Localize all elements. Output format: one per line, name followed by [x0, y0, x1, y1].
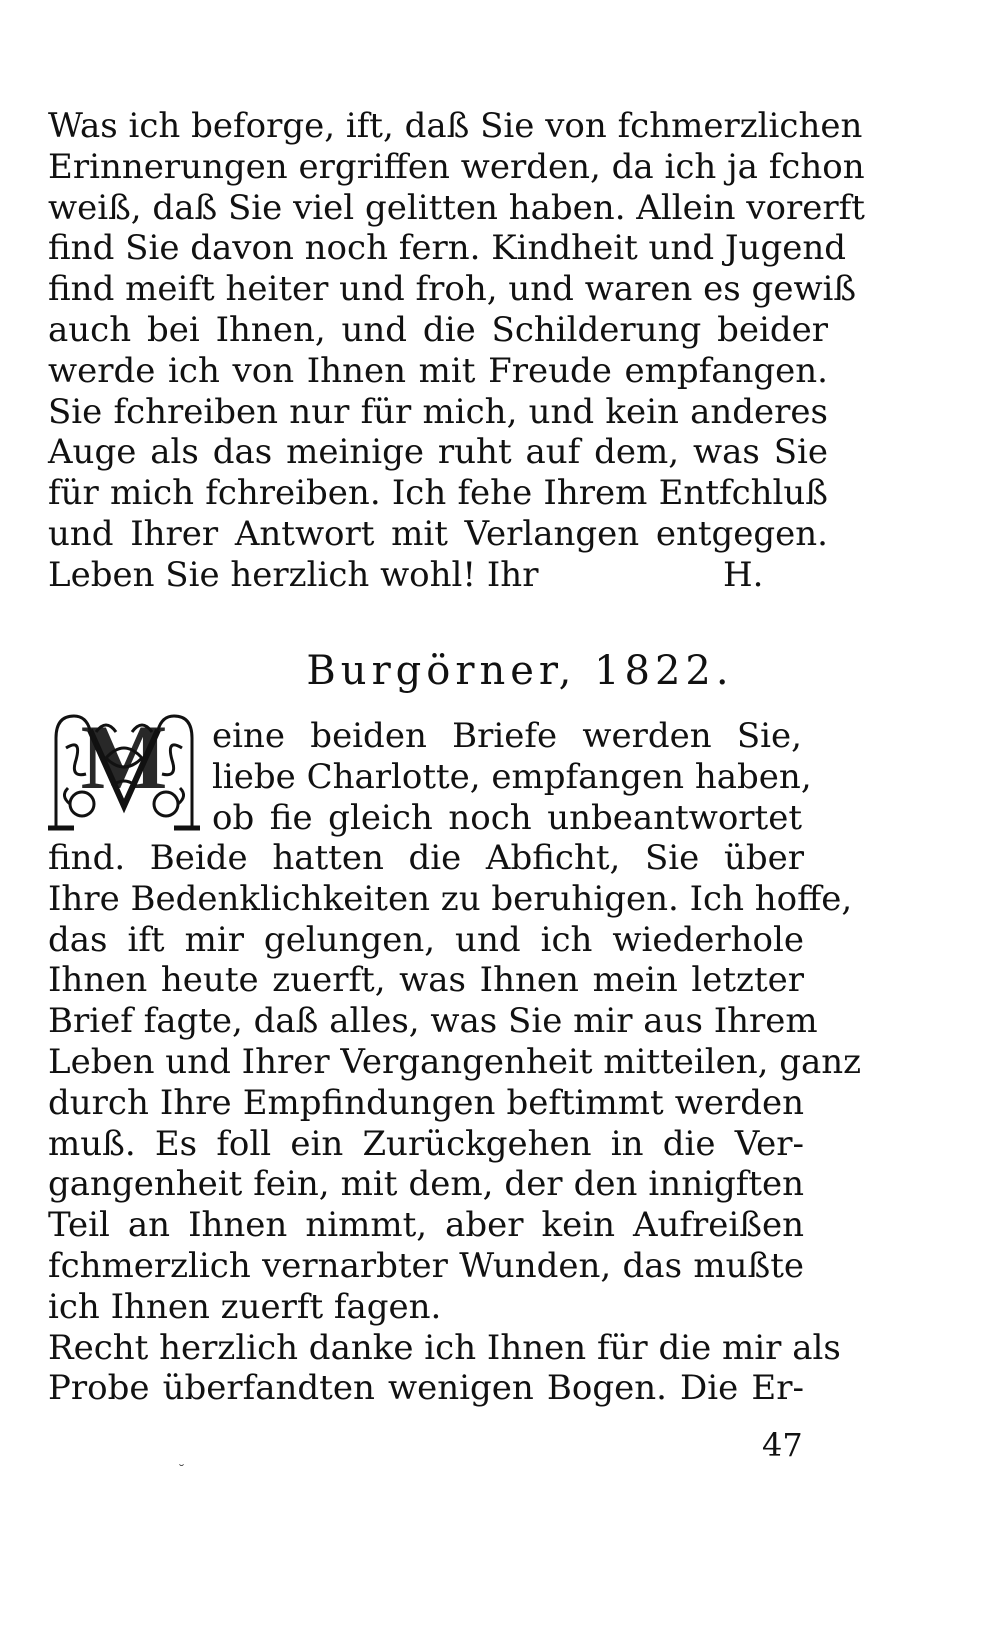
text-line: find. Beide hatten die Abficht, Sie über: [48, 838, 804, 878]
text-line: für mich fchreiben. Ich fehe Ihrem Entfchluß: [48, 473, 828, 514]
text-line: fchmerzlich vernarbter Wunden, das mußte: [48, 1245, 804, 1286]
text-line: durch Ihre Empfindungen beftimmt werden: [48, 1082, 804, 1123]
print-speck: ˘: [178, 1463, 185, 1479]
page-number: 47: [762, 1426, 803, 1464]
letter-signoff: Leben Sie herzlich wohl! Ihr: [48, 554, 539, 595]
ornamental-dropcap-m: [46, 708, 202, 834]
text-line: find meift heiter und froh, und waren es gewiß: [48, 269, 857, 310]
text-line: eine beiden Briefe werden Sie,: [212, 716, 802, 756]
text-line: Leben und Ihrer Vergangenheit mitteilen, ganz: [48, 1041, 862, 1082]
text-line: Ihnen heute zuerft, was Ihnen mein letzter: [48, 960, 804, 1001]
text-line: ich Ihnen zuerft fagen.: [48, 1286, 442, 1327]
dropcap-letter: M: [80, 708, 168, 808]
text-line: ob fie gleich noch unbeantwortet: [212, 797, 802, 838]
text-line: find Sie davon noch fern. Kindheit und Jugend: [48, 228, 846, 269]
letter-signature-initial: H.: [723, 554, 764, 595]
text-line: liebe Charlotte, empfangen haben,: [212, 756, 812, 797]
letter-body: [48, 838, 862, 1409]
text-line: das ift mir gelungen, und ich wiederhole: [48, 919, 804, 960]
text-line: weiß, daß Sie viel gelitten haben. Allein vorerft: [48, 187, 865, 228]
section-heading: Burgörner, 1822.: [306, 648, 734, 694]
text-line: Recht herzlich danke ich Ihnen für die mir als: [48, 1327, 841, 1368]
text-line: Was ich beforge, ift, daß Sie von fchmerzlichen: [48, 106, 863, 146]
text-line: werde ich von Ihnen mit Freude empfangen.: [48, 350, 828, 391]
text-line: gangenheit fein, mit dem, der den innigften: [48, 1164, 804, 1205]
text-line: Teil an Ihnen nimmt, aber kein Aufreißen: [48, 1205, 804, 1246]
dropcap-indented-lines: [212, 716, 812, 838]
letter-ending: [48, 106, 865, 596]
text-line: Probe überfandten wenigen Bogen. Die Er-: [48, 1368, 804, 1409]
text-line: Ihre Bedenklichkeiten zu beruhigen. Ich hoffe,: [48, 878, 853, 919]
closing-line: [48, 555, 828, 596]
text-line: und Ihrer Antwort mit Verlangen entgegen.: [48, 513, 828, 554]
text-line: muß. Es foll ein Zurückgehen in die Ver-: [48, 1123, 804, 1164]
text-line: Sie fchreiben nur für mich, und kein anderes: [48, 391, 828, 432]
text-line: Erinnerungen ergriffen werden, da ich ja fchon: [48, 146, 865, 187]
text-line: auch bei Ihnen, und die Schilderung beider: [48, 309, 828, 350]
text-line: Auge als das meinige ruht auf dem, was Sie: [48, 432, 828, 473]
text-line: Brief fagte, daß alles, was Sie mir aus Ihrem: [48, 1001, 818, 1042]
